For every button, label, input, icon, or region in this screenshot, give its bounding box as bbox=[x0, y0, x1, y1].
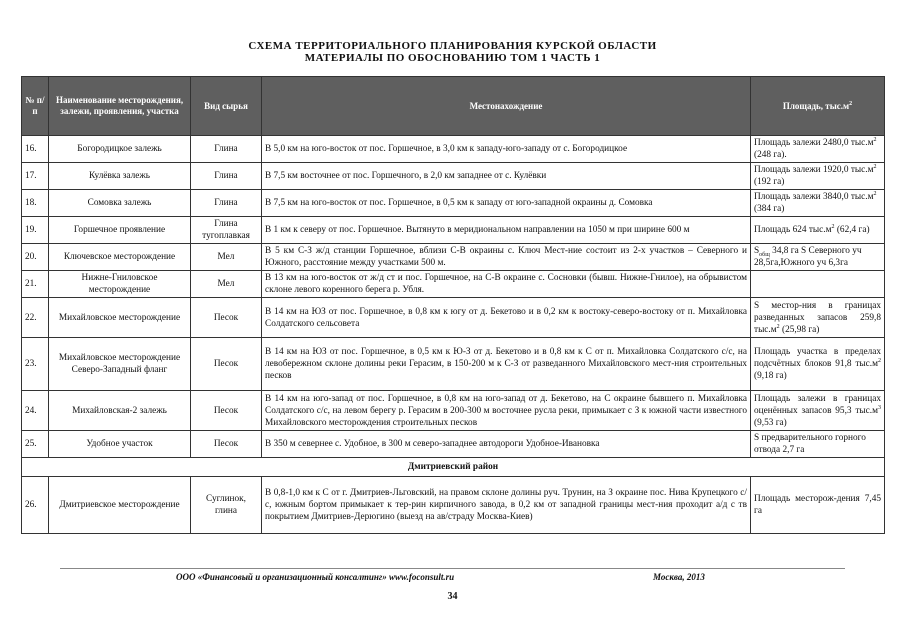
page-number: 34 bbox=[447, 591, 458, 602]
row-material: Песок bbox=[191, 391, 262, 431]
row-material: Мел bbox=[191, 244, 262, 271]
row-material: Мел bbox=[191, 271, 262, 298]
row-num: 25. bbox=[22, 431, 49, 458]
footer-divider bbox=[60, 568, 845, 569]
row-material: Глина bbox=[191, 136, 262, 163]
area-text: Площадь 624 тыс.м bbox=[754, 225, 832, 235]
area-text-2: 34,8 га S Северного уч 28,5га,Южного уч 6,3га bbox=[754, 246, 862, 268]
row-num: 18. bbox=[22, 190, 49, 217]
row-name: Нижне-Гниловское месторождение bbox=[49, 271, 191, 298]
row-location: В 5 км С-З ж/д станции Горшечное, вблизи С-В окраины с. Ключ Мест-ние состоит из 2-х участков – Северного и Южного, расстояние между участками 500 м. bbox=[262, 244, 751, 271]
row-material: Глина bbox=[191, 163, 262, 190]
row-num: 21. bbox=[22, 271, 49, 298]
header-num: № п/ п bbox=[22, 77, 49, 136]
table-header-row bbox=[22, 77, 885, 136]
document-title: СХЕМА ТЕРРИТОРИАЛЬНОГО ПЛАНИРОВАНИЯ КУРСКОЙ ОБЛАСТИ bbox=[248, 40, 657, 52]
row-location: В 14 км на ЮЗ от пос. Горшечное, в 0,5 км к Ю-З от д. Бекетово и в 0,8 км к С от п. Михайловка Солдатского с/с, на левобережном склоне долины реки Герасим, в 150-200 м к С-З от разведанного Михайловского мест-ния строительных песков bbox=[262, 338, 751, 391]
area-sup: 2 bbox=[873, 136, 877, 143]
row-location: В 14 км на юго-запад от пос. Горшечное, в 0,8 км на юго-запад от д. Бекетово, на С окраине бывшего п. Михайловка Солдатского с/с, на левом берегу р. Герасим в 200-300 м восточнее русла реки, примыкает с З к южной части известного Михайловского месторождения строительных песков bbox=[262, 391, 751, 431]
row-name: Кулёвка залежь bbox=[49, 163, 191, 190]
footer-company: ООО «Финансовый и организационный консалтинг» www.foconsult.ru bbox=[176, 572, 455, 582]
row-name: Михайловское месторождение Северо-Западный фланг bbox=[49, 338, 191, 391]
row-name: Богородицкое залежь bbox=[49, 136, 191, 163]
row-area bbox=[751, 136, 885, 163]
area-text: Площадь залежи 3840,0 тыс.м bbox=[754, 192, 874, 202]
row-area bbox=[751, 217, 885, 244]
row-name: Ключевское месторождение bbox=[49, 244, 191, 271]
row-material: Глина тугоплавкая bbox=[191, 217, 262, 244]
row-area bbox=[751, 391, 885, 431]
area-text-2: (248 га). bbox=[754, 150, 787, 160]
row-material: Песок bbox=[191, 431, 262, 458]
area-text-2: (62,4 га) bbox=[834, 225, 870, 235]
row-location: В 0,8-1,0 км к С от г. Дмитриев-Льговский, на правом склоне долины руч. Трунин, на З окраине пос. Нива Крупецкого с/с, южным бортом примыкает к тер-рин кирпичного завода, в 0,2 км от западной границы мест-ния проходит а/д с тв покрытием Дмитриев-Дерюгино (выезд на ав/страду Москва-Киев) bbox=[262, 477, 751, 534]
area-sup: 2 bbox=[873, 163, 877, 170]
area-text-2: (9,53 га) bbox=[754, 417, 787, 428]
area-sup: 2 bbox=[831, 223, 835, 230]
footer-city: Москва, 2013 bbox=[653, 572, 705, 582]
row-material: Песок bbox=[191, 338, 262, 391]
table-row bbox=[22, 190, 885, 217]
table-row bbox=[22, 431, 885, 458]
document-subtitle: МАТЕРИАЛЫ ПО ОБОСНОВАНИЮ ТОМ 1 ЧАСТЬ 1 bbox=[304, 52, 601, 64]
row-material: Глина bbox=[191, 190, 262, 217]
row-location: В 5,0 км на юго-восток от пос. Горшечное, в 3,0 км к западу-юго-западу от с. Богородицкое bbox=[262, 136, 751, 163]
row-location: В 350 м севернее с. Удобное, в 300 м северо-западнее автодороги Удобное-Ивановка bbox=[262, 431, 751, 458]
header-area-sup: 2 bbox=[849, 100, 853, 107]
row-num: 16. bbox=[22, 136, 49, 163]
table-row bbox=[22, 391, 885, 431]
table-row bbox=[22, 338, 885, 391]
row-name: Михайловская-2 залежь bbox=[49, 391, 191, 431]
row-num: 23. bbox=[22, 338, 49, 391]
area-text: Площадь залежи в границах оценённых запасов 95,3 тыс.м bbox=[754, 393, 881, 416]
header-area bbox=[751, 77, 885, 136]
row-location: В 7,5 км восточнее от пос. Горшечного, в 2,0 км западнее от с. Кулёвки bbox=[262, 163, 751, 190]
header-location: Местонахождение bbox=[262, 77, 751, 136]
section-row bbox=[22, 458, 885, 477]
table-row bbox=[22, 217, 885, 244]
area-text: Площадь участка в пределах подсчётных блоков 91,8 тыс.м bbox=[754, 347, 881, 369]
row-name: Дмитриевское месторождение bbox=[49, 477, 191, 534]
row-area bbox=[751, 163, 885, 190]
area-text: Площадь залежи 2480,0 тыс.м bbox=[754, 138, 874, 148]
area-text: Площадь залежи 1920,0 тыс.м bbox=[754, 165, 874, 175]
area-text-2: (384 га) bbox=[754, 204, 785, 214]
table-row bbox=[22, 477, 885, 534]
row-name: Удобное участок bbox=[49, 431, 191, 458]
row-area bbox=[751, 271, 885, 298]
row-location: В 14 км на ЮЗ от пос. Горшечное, в 0,8 км к югу от д. Бекетово и в 0,2 км к востоку-северо-востоку от п. Михайловка Солдатского сельсовета bbox=[262, 298, 751, 338]
header-area-label: Площадь, тыс.м bbox=[782, 100, 850, 111]
row-num: 17. bbox=[22, 163, 49, 190]
area-sub: общ bbox=[759, 251, 770, 258]
row-num: 19. bbox=[22, 217, 49, 244]
area-text-2: (192 га) bbox=[754, 177, 785, 187]
row-name: Сомовка залежь bbox=[49, 190, 191, 217]
table-row bbox=[22, 163, 885, 190]
area-text: S bbox=[754, 246, 760, 256]
section-title: Дмитриевский район bbox=[22, 458, 885, 477]
area-text: S местор-ния в границах разведанных запасов 259,8 тыс.м bbox=[754, 300, 881, 335]
row-num: 20. bbox=[22, 244, 49, 271]
row-name: Михайловское месторождение bbox=[49, 298, 191, 338]
table-row bbox=[22, 136, 885, 163]
row-area: Площадь месторож-дения 7,45 га bbox=[751, 477, 885, 534]
row-area bbox=[751, 298, 885, 338]
row-location: В 13 км на юго-восток от ж/д ст и пос. Горшечное, на С-В окраине с. Сосновки (бывш. Нижне-Гнилое), на обрывистом склоне левого коренного берега р. Убля. bbox=[262, 271, 751, 298]
row-location: В 7,5 км на юго-восток от пос. Горшечное, в 0,5 км к западу от юго-западной окраины д. Сомовка bbox=[262, 190, 751, 217]
deposits-table bbox=[21, 76, 885, 534]
row-num: 26. bbox=[22, 477, 49, 534]
row-area bbox=[751, 190, 885, 217]
header-material: Вид сырья bbox=[191, 77, 262, 136]
row-location: В 1 км к северу от пос. Горшечное. Вытянуто в меридиональном направлении на 1050 м при ширине 600 м bbox=[262, 217, 751, 244]
table-row bbox=[22, 271, 885, 298]
row-num: 22. bbox=[22, 298, 49, 338]
row-area bbox=[751, 338, 885, 391]
table-row bbox=[22, 298, 885, 338]
row-area: S предварительного горного отвода 2,7 га bbox=[751, 431, 885, 458]
area-sup: 2 bbox=[878, 357, 881, 364]
row-material: Суглинок, глина bbox=[191, 477, 262, 534]
row-name: Горшечное проявление bbox=[49, 217, 191, 244]
area-sup: 2 bbox=[873, 190, 877, 197]
header-name: Наименование месторождения, залежи, проявления, участка bbox=[49, 77, 191, 136]
row-num: 24. bbox=[22, 391, 49, 431]
row-material: Песок bbox=[191, 298, 262, 338]
area-sup: 2 bbox=[776, 323, 780, 330]
table-row bbox=[22, 244, 885, 271]
area-sup: 3 bbox=[878, 404, 881, 411]
area-text-2: (25,98 га) bbox=[779, 324, 820, 335]
area-text-2: (9,18 га) bbox=[754, 371, 787, 381]
row-area bbox=[751, 244, 885, 271]
